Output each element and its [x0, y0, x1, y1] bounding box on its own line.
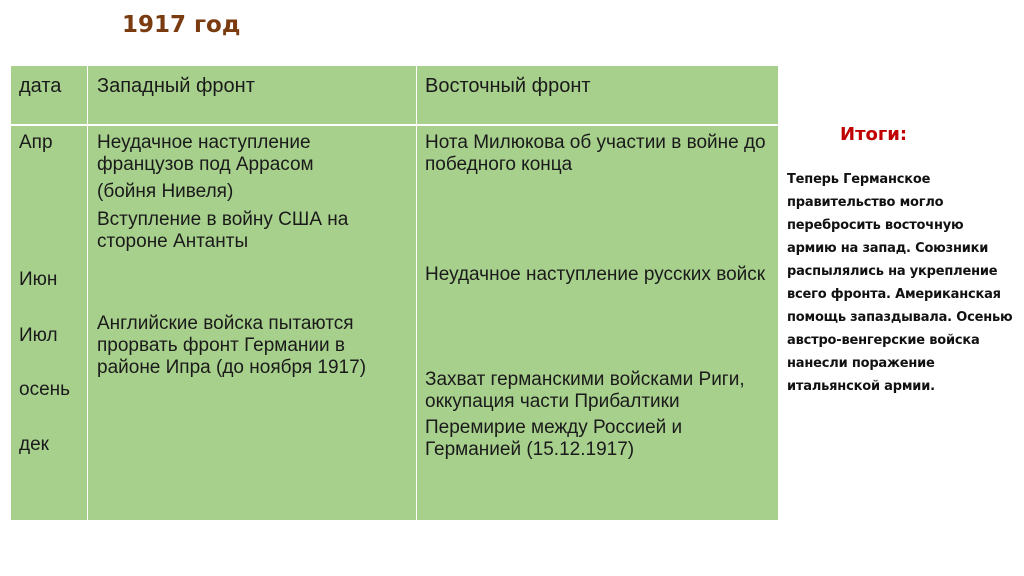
western-front-column: [97, 66, 407, 520]
eastern-event: Захват германскими войсками Риги, оккупация части Прибалтики: [425, 369, 745, 412]
eastern-event: Нота Милюкова об участии в войне до победного конца: [425, 132, 766, 175]
eastern-event: Неудачное наступление русских войск: [425, 264, 766, 285]
date-cell: Июн: [19, 269, 58, 290]
eastern-front-column: [425, 66, 775, 520]
eastern-event: Перемирие между Россией и Германией (15.12.1917): [425, 417, 683, 460]
date-cell: осень: [19, 379, 71, 400]
date-cell: Апр: [19, 132, 53, 153]
western-event: (бойня Нивеля): [97, 181, 234, 202]
dates-column: [19, 66, 87, 520]
events-table: [10, 65, 779, 521]
header-western-front: Западный фронт: [97, 75, 255, 97]
slide-title: 1917 год: [122, 12, 241, 38]
summary-title: Итоги:: [840, 124, 908, 145]
column-divider: [87, 66, 88, 520]
header-eastern-front: Восточный фронт: [425, 75, 591, 97]
western-event: Английские войска пытаются прорвать фронт Германии в районе Ипра (до ноября 1917): [97, 313, 367, 378]
date-cell: Июл: [19, 325, 58, 346]
header-date: дата: [19, 75, 62, 97]
summary-text: Теперь Германское правительство могло перебросить восточную армию на запад. Союзники распылялись на укрепление всего фронта. Американская помощь запаздывала. Осенью австро-венгерские войска нанесли поражение итальянской армии.: [787, 172, 1013, 394]
western-event: Неудачное наступление французов под Аррасом: [97, 132, 314, 175]
date-cell: дек: [19, 434, 49, 455]
column-divider: [416, 66, 417, 520]
western-event: Вступление в войну США на стороне Антанты: [97, 209, 349, 252]
